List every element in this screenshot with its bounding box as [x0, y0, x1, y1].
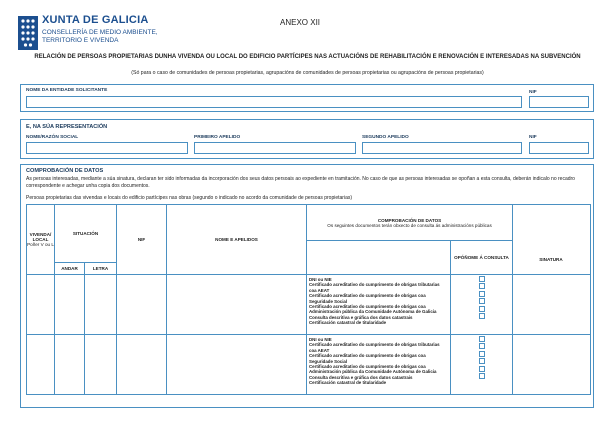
representation-name-label: NOME/RAZÓN SOCIAL — [26, 135, 79, 140]
header-andar: ANDAR — [55, 263, 85, 275]
oppose-checkbox[interactable] — [479, 366, 485, 372]
cell-documents-list — [307, 275, 451, 335]
document-item: Certificado acreditativo do cumprimento de obrigas coa Administración pública da Comunidade Autónoma de Galicia — [309, 364, 437, 375]
cell-nome[interactable] — [167, 275, 307, 335]
header-nif: NIF — [117, 205, 167, 275]
representation-section-title: E, NA SÚA REPRESENTACIÓN — [26, 124, 108, 130]
header-sinatura: SINATURA — [539, 257, 563, 262]
annex-label: ANEXO XII — [280, 18, 321, 27]
cell-oponme-checkboxes — [451, 335, 513, 395]
cell-nif[interactable] — [117, 335, 167, 395]
verification-section-title: COMPROBACIÓN DE DATOS — [26, 168, 104, 174]
verification-paragraph: As persoas interesadas, mediante a súa sinatura, declaran ter sido informadas da incorporación dos seus datos persoais ao expediente en tramitación. No caso de que as persoas interesadas se opoñan a esta consulta, deberán indicalo no recadro correspondente e achegar unha copia dos documentos. — [26, 176, 575, 190]
document-item: DNI ou NIE — [309, 337, 332, 342]
oppose-checkbox[interactable] — [479, 283, 485, 289]
oppose-checkbox[interactable] — [479, 351, 485, 357]
cell-letra[interactable] — [85, 275, 117, 335]
document-item: Certificado acreditativo do cumprimento de obrigas tributarias coa AEAT — [309, 342, 440, 353]
logo-line-1: CONSELLERÍA DE MEDIO AMBIENTE, — [42, 29, 158, 36]
oppose-checkbox[interactable] — [479, 306, 485, 312]
oppose-checkbox[interactable] — [479, 298, 485, 304]
cell-vivenda[interactable] — [27, 335, 55, 395]
header-comprobacion-sublabel: Os seguintes documentos terán obxecto de consulta ás administracións públicas — [327, 222, 492, 228]
representation-nif-label: NIF — [529, 135, 537, 140]
cell-nome[interactable] — [167, 335, 307, 395]
cell-andar[interactable] — [55, 275, 85, 335]
form-subtitle: (Só para o caso de comunidades de persoas propietarias, agrupacións de comunidades de persoas propietarias ou agrupacións de persoas propietarias) — [131, 70, 484, 76]
header-situacion: SITUACIÓN — [55, 205, 117, 263]
cell-documents-list — [307, 335, 451, 395]
header-vivenda — [27, 205, 55, 275]
cell-sinatura[interactable] — [513, 335, 591, 395]
header-comprobacion-label: COMPROBACIÓN DE DATOS — [377, 217, 442, 223]
representation-surname2-label: SEGUNDO APELIDO — [362, 135, 409, 140]
owners-table — [26, 204, 591, 395]
header-comprobacion — [307, 205, 513, 241]
representation-surname1-label: PRIMEIRO APELIDO — [194, 135, 241, 140]
entity-nif-input[interactable] — [529, 96, 589, 108]
cell-nif[interactable] — [117, 275, 167, 335]
table-row — [27, 275, 591, 335]
header-letra: LETRA — [85, 263, 117, 275]
logo-title: XUNTA DE GALICIA — [42, 14, 149, 26]
representation-name-input[interactable] — [26, 142, 188, 154]
cell-sinatura[interactable] — [513, 275, 591, 335]
table-row — [27, 335, 591, 395]
representation-nif-input[interactable] — [529, 142, 589, 154]
cell-vivenda[interactable] — [27, 275, 55, 335]
logo-line-2: TERRITORIO E VIVENDA — [42, 37, 119, 44]
oppose-checkbox[interactable] — [479, 336, 485, 342]
document-item: Consulta descritiva e gráfica dos datos catastrais — [309, 374, 413, 380]
document-item: DNI ou NIE — [309, 277, 332, 282]
document-item: Consulta descritiva e gráfica dos datos catastrais — [309, 314, 413, 320]
entity-name-label: NOME DA ENTIDADE SOLICITANTE — [26, 88, 108, 93]
header-oponme: OPÓÑOME Á CONSULTA — [451, 241, 513, 275]
header-vivenda-label: VIVENDA/ LOCAL — [29, 232, 52, 242]
document-item: Certificación catastral de titularidade — [309, 380, 387, 386]
cell-oponme-checkboxes — [451, 275, 513, 335]
xunta-logo-icon — [18, 16, 38, 50]
oppose-checkbox[interactable] — [479, 291, 485, 297]
header-vivenda-sublabel: Poñer V ou L — [27, 242, 54, 247]
oppose-checkbox[interactable] — [479, 343, 485, 349]
oppose-checkbox[interactable] — [479, 313, 485, 319]
header-sinatura-blank — [513, 205, 591, 275]
entity-name-input[interactable] — [26, 96, 522, 108]
header-nome: NOME E APELIDOS — [167, 205, 307, 275]
cell-letra[interactable] — [85, 335, 117, 395]
entity-nif-label: NIF — [529, 90, 537, 95]
document-item: Certificado acreditativo do cumprimento de obrigas coa Administración pública da Comunidade Autónoma de Galicia — [309, 304, 437, 315]
representation-surname1-input[interactable] — [194, 142, 356, 154]
document-item: Certificado acreditativo do cumprimento de obrigas coa Seguridade Social — [309, 353, 426, 364]
oppose-checkbox[interactable] — [479, 276, 485, 282]
document-item: Certificado acreditativo do cumprimento de obrigas coa Seguridade Social — [309, 293, 426, 304]
cell-andar[interactable] — [55, 335, 85, 395]
owners-line: Persoas propietarias das vivendas e locais do edificio partícipes nas obras (segundo o indicado no acordo da comunidade de persoas propietarias) — [26, 195, 353, 201]
logo-subtitle — [42, 29, 158, 45]
representation-surname2-input[interactable] — [362, 142, 522, 154]
form-title: RELACIÓN DE PERSOAS PROPIETARIAS DUNHA VIVENDA OU LOCAL DO EDIFICIO PARTÍCIPES NAS ACTUACIÓNS DE REHABILITACIÓN E RENOVACIÓN E INTERESADAS NA SUBVENCIÓN — [34, 54, 581, 60]
document-item: Certificado acreditativo do cumprimento de obrigas tributarias coa AEAT — [309, 282, 440, 293]
oppose-checkbox[interactable] — [479, 358, 485, 364]
document-item: Certificación catastral de titularidade — [309, 320, 387, 326]
header-docs-blank — [307, 241, 451, 275]
oppose-checkbox[interactable] — [479, 373, 485, 379]
